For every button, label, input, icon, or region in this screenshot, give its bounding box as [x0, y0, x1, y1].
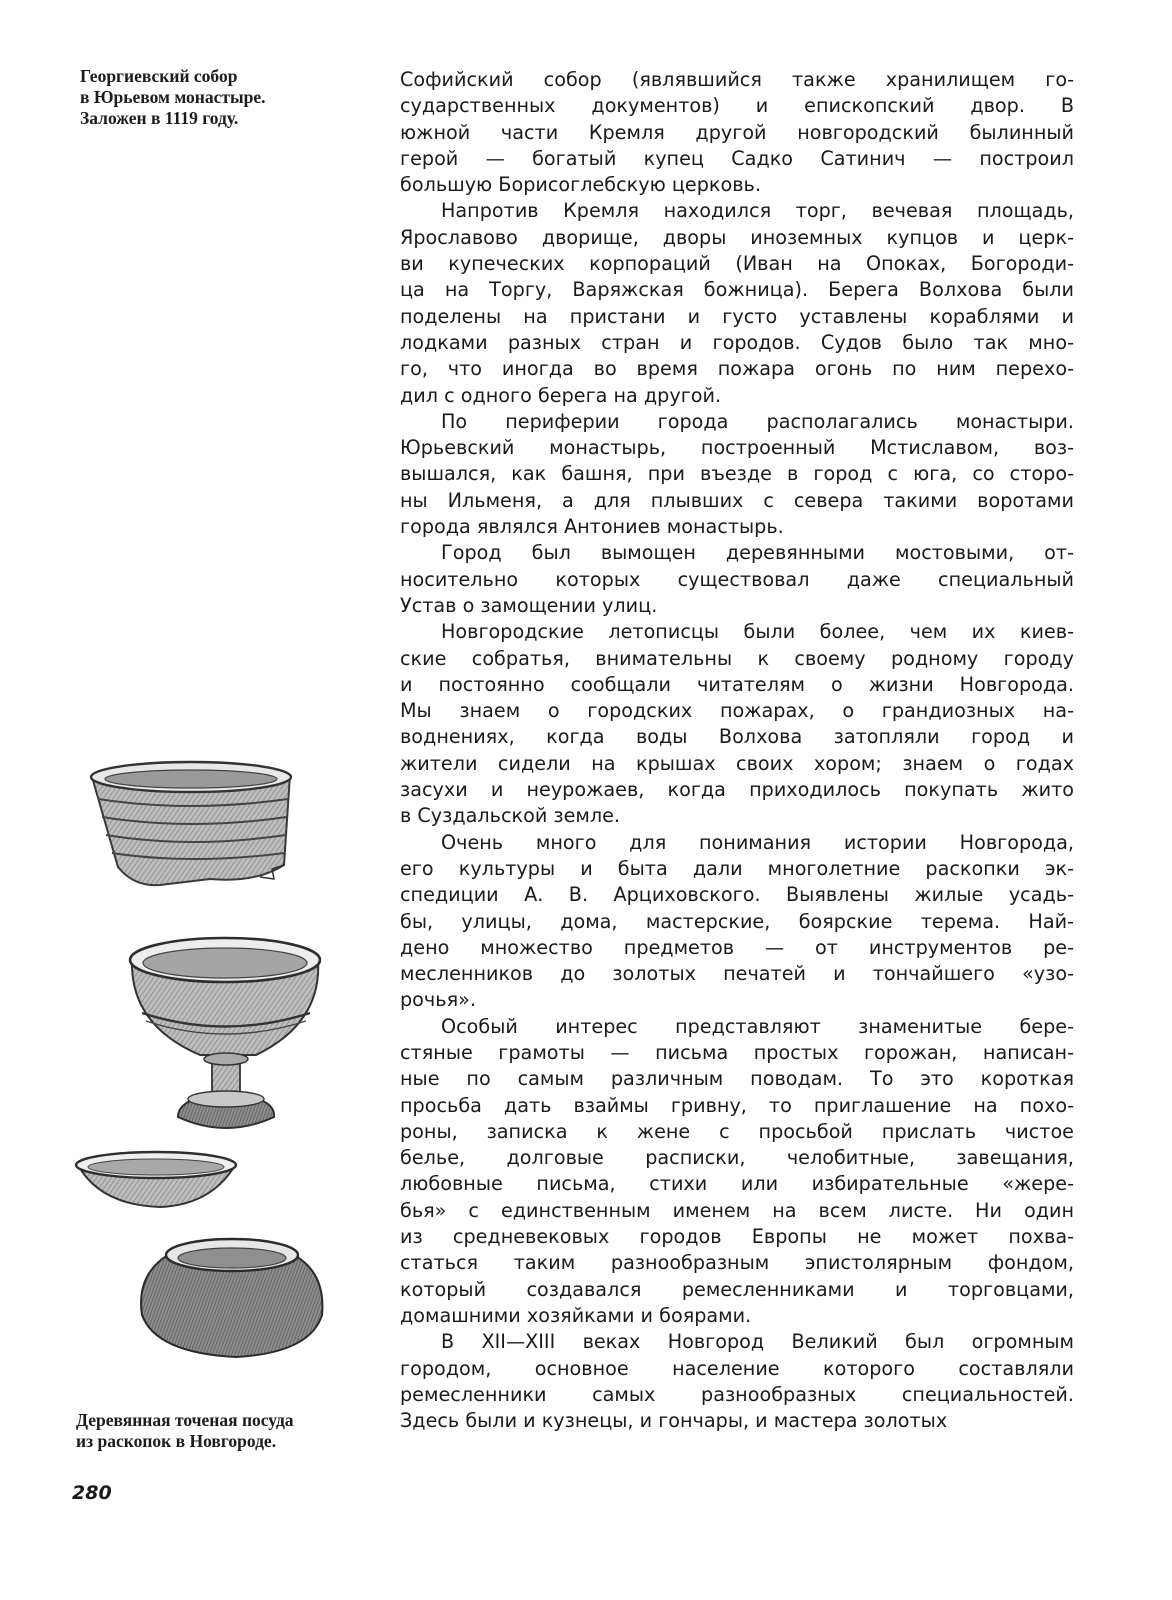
text-line: и постоянно сообщали читателям о жизни Новгорода. — [400, 672, 1074, 696]
text-line: Юрьевский монастырь, построенный Мстиславом, воз- — [400, 436, 1074, 460]
text-line: Мы знаем о городских пожарах, о грандиозных на- — [400, 699, 1074, 723]
text-line: Очень много для понимания истории Новгорода, — [441, 830, 1074, 854]
text-line: носительно которых существовал даже специальный — [400, 567, 1074, 591]
text-line: ны Ильменя, а для плывших с севера такими воротами — [400, 488, 1074, 512]
text-line: вышался, как башня, при въезде в город с юга, со сторо- — [400, 462, 1074, 486]
text-line: из средневековых городов Европы не может похва- — [400, 1225, 1074, 1249]
caption-wooden-vessels — [76, 1410, 386, 1452]
text-line: ца на Торгу, Варяжская божница). Берега Волхова были — [400, 278, 1074, 302]
text-line: В XII—XIII веках Новгород Великий был огромным — [441, 1330, 1074, 1354]
caption-line: Заложен в 1119 году. — [80, 108, 239, 128]
round-pot-drawing — [141, 1239, 322, 1357]
footed-bowl-drawing — [130, 938, 320, 1128]
text-line: который создавался ремесленниками и торговцами, — [400, 1277, 1074, 1301]
text-line: засухи и неурожаев, когда приходилось покупать жито — [400, 778, 1074, 802]
text-line: Новгородские летописцы были более, чем их киев- — [441, 620, 1074, 644]
page-number: 280 — [72, 1482, 112, 1504]
shallow-bowl-drawing — [76, 1152, 236, 1207]
text-line: ные по самым различным поводам. То это короткая — [400, 1067, 1074, 1091]
text-line: просьба дать взаймы гривну, то приглашение на похо- — [400, 1093, 1074, 1117]
text-line: Устав о замощении улиц. — [400, 593, 658, 617]
text-paragraph — [400, 198, 1074, 408]
text-line: городом, основное население которого составляли — [400, 1356, 1074, 1380]
text-line: белье, долговые расписки, челобитные, завещания, — [400, 1146, 1074, 1170]
text-paragraph — [400, 619, 1074, 829]
text-line: жители сидели на крышах своих хором; знаем о годах — [400, 751, 1074, 775]
text-line: Здесь были и кузнецы, и гончары, и мастера золотых — [400, 1409, 948, 1433]
text-line: месленников до золотых печатей и тончайшего «узо- — [400, 962, 1074, 986]
text-line: ви купеческих корпораций (Иван на Опоках, Богороди- — [400, 252, 1074, 276]
text-paragraph — [400, 1014, 1074, 1330]
text-line: лодками разных стран и городов. Судов было так мно- — [400, 330, 1074, 354]
text-paragraph — [400, 830, 1074, 1014]
text-line: рочья». — [400, 988, 476, 1012]
text-line: го, что иногда во время пожара огонь по ним перехо- — [400, 357, 1074, 381]
text-line: бы, улицы, дома, мастерские, боярские терема. Най- — [400, 909, 1074, 933]
text-paragraph — [400, 67, 1074, 198]
text-line: бья» с единственным именем на всем листе. Ни один — [400, 1198, 1074, 1222]
main-text-column — [400, 67, 1074, 1434]
caption-line: Георгиевский собор — [80, 66, 238, 86]
caption-georgievsky-cathedral — [80, 66, 380, 129]
text-line: воднениях, когда воды Волхова затопляли город и — [400, 725, 1074, 749]
text-line: статься таким разнообразным эпистолярным фондом, — [400, 1251, 1074, 1275]
text-line: любовные письма, стихи или избирательные «жере- — [400, 1172, 1074, 1196]
caption-line: в Юрьевом монастыре. — [80, 87, 266, 107]
text-line: роны, записка к жене с просьбой прислать чистое — [400, 1119, 1074, 1143]
text-line: По периферии города располагались монастыри. — [441, 409, 1074, 433]
text-line: дено множество предметов — от инструментов ре- — [400, 935, 1074, 959]
text-line: ремесленники самых разнообразных специальностей. — [400, 1382, 1074, 1406]
text-line: дил с одного берега на другой. — [400, 383, 722, 407]
text-line: большую Борисоглебскую церковь. — [400, 173, 761, 197]
text-paragraph — [400, 540, 1074, 619]
text-line: герой — богатый купец Садко Сатинич — построил — [400, 146, 1074, 170]
text-line: города являлся Антониев монастырь. — [400, 515, 784, 539]
caption-line: из раскопок в Новгороде. — [76, 1431, 277, 1451]
text-line: южной части Кремля другой новгородский былинный — [400, 120, 1074, 144]
text-line: стяные грамоты — письма простых горожан, написан- — [400, 1040, 1074, 1064]
text-line: ские собратья, внимательны к своему родному городу — [400, 646, 1074, 670]
caption-line: Деревянная точеная посуда — [76, 1410, 294, 1430]
text-line: Особый интерес представляют знаменитые бере- — [441, 1014, 1074, 1038]
text-line: в Суздальской земле. — [400, 804, 621, 828]
text-line: спедиции А. В. Арциховского. Выявлены жилые усадь- — [400, 883, 1074, 907]
text-paragraph — [400, 409, 1074, 540]
wooden-vessels-illustration — [60, 755, 390, 1395]
text-line: сударственных документов) и епископский двор. В — [400, 94, 1074, 118]
text-line: Напротив Кремля находился торг, вечевая площадь, — [441, 199, 1074, 223]
text-line: домашними хозяйками и боярами. — [400, 1303, 752, 1327]
text-paragraph — [400, 1329, 1074, 1434]
ribbed-bowl-drawing — [91, 762, 291, 885]
text-line: поделены на пристани и густо уставлены кораблями и — [400, 304, 1074, 328]
text-line: его культуры и быта дали многолетние раскопки эк- — [400, 856, 1074, 880]
text-line: Город был вымощен деревянными мостовыми, от- — [441, 541, 1074, 565]
text-line: Софийский собор (являвшийся также хранилищем го- — [400, 68, 1074, 91]
text-line: Ярославово дворище, дворы иноземных купцов и церк- — [400, 225, 1074, 249]
